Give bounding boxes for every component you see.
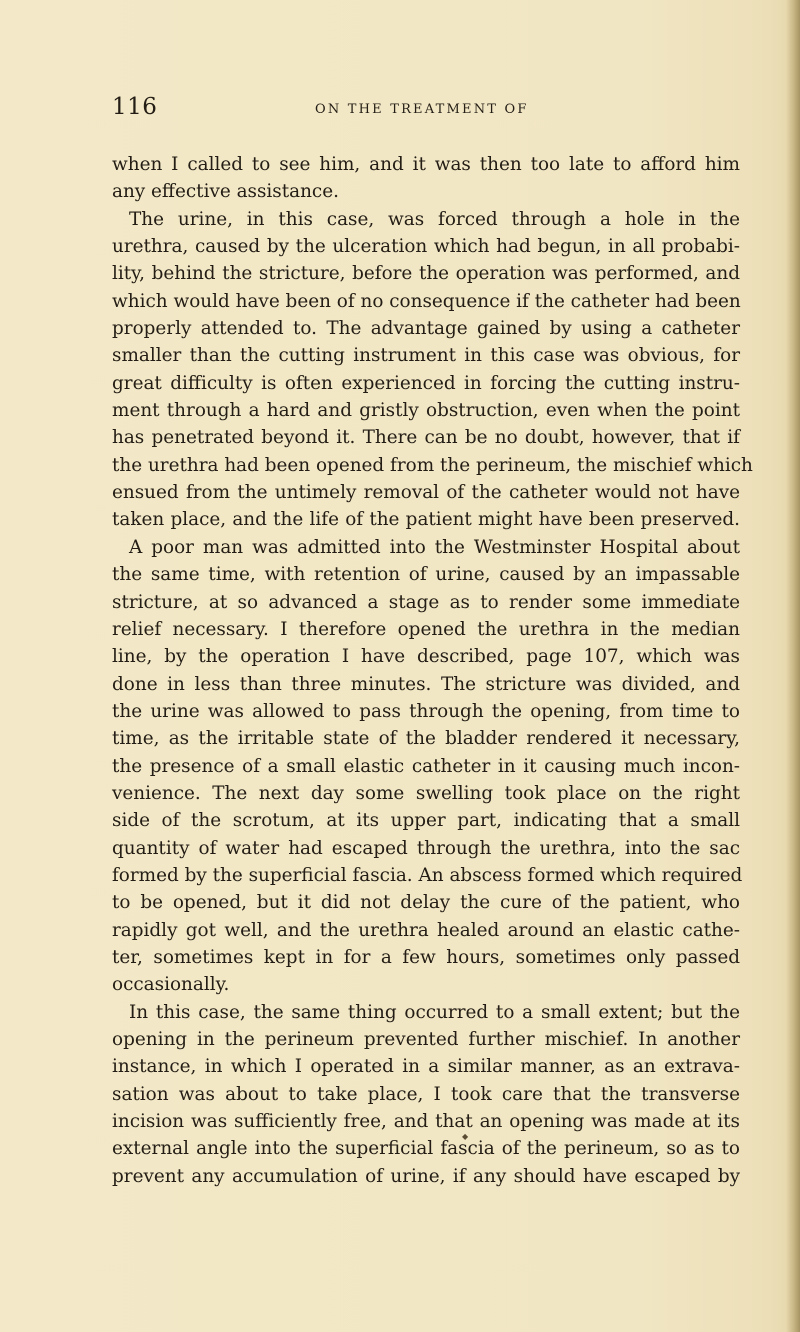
text-line: to be opened, but it did not delay the cure of the patient, who (112, 892, 740, 914)
text-line: A poor man was admitted into the Westminster Hospital about (129, 536, 740, 558)
text-line: formed by the superficial fascia. An abscess formed which required (112, 864, 743, 886)
text-line: the urethra had been opened from the perineum, the mischief which (112, 454, 753, 476)
text-line: incision was sufficiently free, and that an opening was made at its (112, 1111, 740, 1133)
text-line: lity, behind the stricture, before the operation was performed, and (112, 263, 740, 285)
text-line: smaller than the cutting instrument in this case was obvious, for (112, 345, 740, 367)
text-line: stricture, at so advanced a stage as to render some immediate (112, 591, 740, 613)
text-line: done in less than three minutes. The stricture was divided, and (112, 673, 740, 695)
body-text (112, 151, 753, 1190)
text-line: occasionally. (112, 974, 230, 996)
text-line: line, by the operation I have described, page 107, which was (112, 646, 740, 668)
text-line: ter, sometimes kept in for a few hours, sometimes only passed (112, 946, 740, 968)
text-line: In this case, the same thing occurred to a small extent; but the (129, 1001, 740, 1023)
text-line: ment through a hard and gristly obstruction, even when the point (112, 400, 740, 422)
text-line: the presence of a small elastic catheter in it causing much incon- (112, 755, 740, 777)
text-line: the same time, with retention of urine, caused by an impassable (112, 564, 740, 586)
text-line: which would have been of no consequence if the catheter had been (112, 290, 741, 312)
text-line: when I called to see him, and it was then too late to afford him (112, 154, 740, 175)
text-line: taken place, and the life of the patient might have been preserved. (112, 509, 740, 531)
text-line: ensued from the untimely removal of the catheter would not have (112, 482, 740, 504)
text-line: relief necessary. I therefore opened the urethra in the median (112, 618, 740, 640)
text-line: has penetrated beyond it. There can be no doubt, however, that if (112, 427, 740, 449)
text-line: sation was about to take place, I took care that the transverse (112, 1083, 740, 1105)
running-head: ON THE TREATMENT OF (315, 102, 529, 117)
text-line: time, as the irritable state of the bladder rendered it necessary, (112, 728, 740, 750)
text-line: quantity of water had escaped through the urethra, into the sac (112, 837, 740, 859)
text-line: any effective assistance. (112, 181, 339, 203)
text-line: instance, in which I operated in a similar manner, as an extrava- (112, 1056, 740, 1078)
text-line: side of the scrotum, at its upper part, indicating that a small (112, 810, 740, 832)
text-line: urethra, caused by the ulceration which had begun, in all probabi- (112, 236, 740, 258)
page-header (112, 94, 732, 124)
page-edge-shadow (786, 0, 800, 1332)
text-line: The urine, in this case, was forced through a hole in the (129, 208, 740, 230)
text-line: prevent any accumulation of urine, if any should have escaped by (112, 1165, 740, 1187)
text-line: the urine was allowed to pass through the opening, from time to (112, 700, 740, 722)
text-line: rapidly got well, and the urethra healed around an elastic cathe- (112, 919, 740, 941)
text-line: properly attended to. The advantage gained by using a catheter (112, 318, 740, 340)
text-line: opening in the perineum prevented further mischief. In another (112, 1029, 740, 1050)
page-number: 116 (112, 94, 158, 120)
text-line: external angle into the superficial fascia of the perineum, so as to (112, 1138, 740, 1160)
printer-ornament: ◆ (462, 1132, 469, 1141)
text-line: venience. The next day some swelling took place on the right (112, 782, 740, 804)
text-line: great difficulty is often experienced in forcing the cutting instru- (112, 372, 740, 394)
